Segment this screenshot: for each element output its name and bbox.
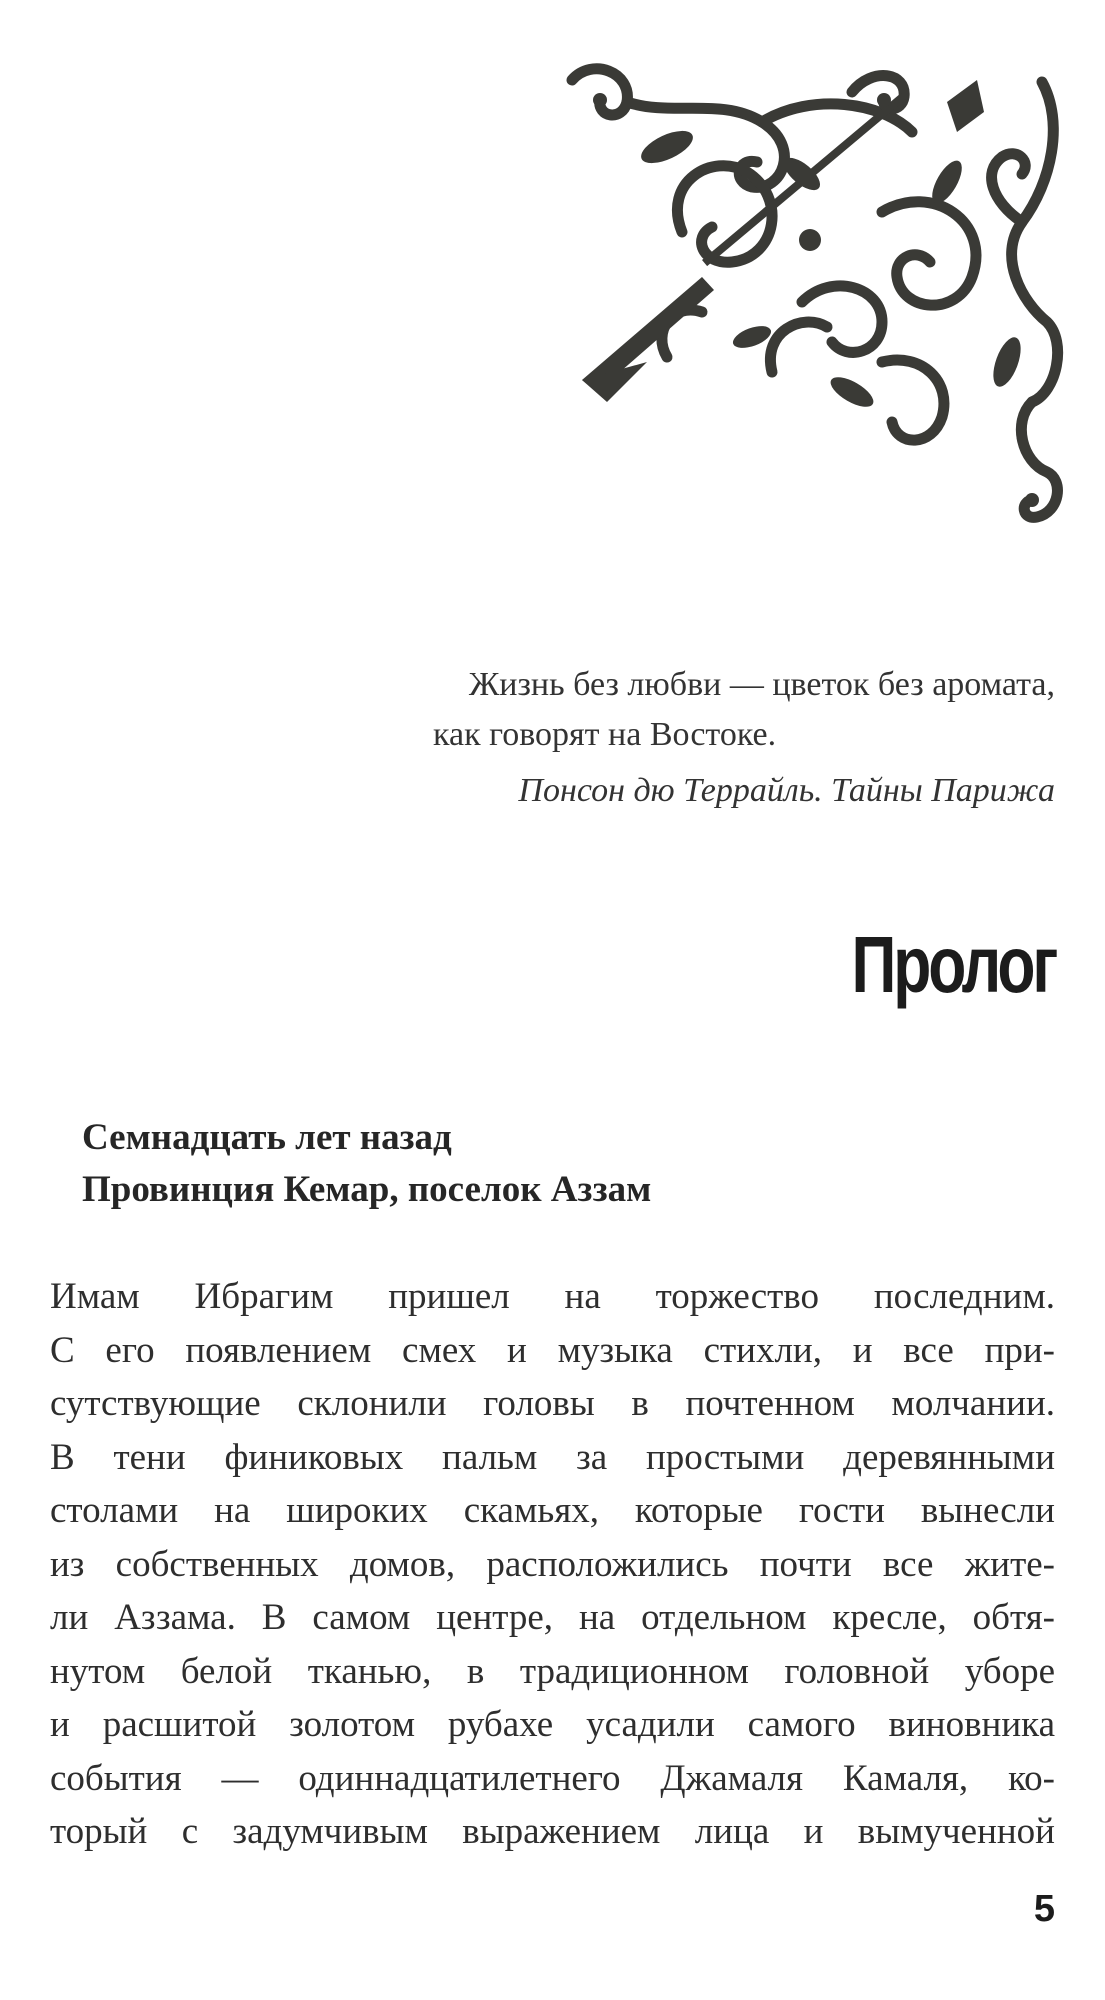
text-line: Имам Ибрагим пришел на торжество последним. [50,1276,1055,1317]
text-line: ли Аззама. В самом центре, на отдельном кресле, обтя- [50,1597,1055,1638]
text-line: В тени финиковых пальм за простыми деревянными [50,1436,1055,1478]
text-line: торый с задумчивым выражением лица и вымученной [50,1811,1055,1852]
epigraph [295,660,1055,816]
epigraph-attribution: Понсон дю Террайль. Тайны Парижа [518,772,1055,809]
text-line: из собственных домов, расположились почти все жите- [50,1543,1055,1585]
text-line: сутствующие склонили головы в почтенном молчании. [50,1383,1055,1424]
text-line: и расшитой золотом рубахе усадили самого виновника [50,1704,1055,1745]
epigraph-quote-line: Жизнь без любви — цветок без аромата, [468,666,1055,703]
scene-location: Провинция Кемар, поселок Аззам [82,1169,652,1210]
page-number: 5 [1033,1888,1055,1930]
scene-heading [82,1112,1062,1216]
chapter-title: Пролог [851,920,1055,1009]
scene-time: Семнадцать лет назад [82,1117,452,1158]
text-line: С его появлением смех и музыка стихли, и все при- [50,1329,1055,1371]
body-paragraph [50,1270,1055,1859]
text-line: события — одиннадцатилетнего Джамаля Камаля, ко- [50,1757,1055,1799]
text-line: нутом белой тканью, в традиционном головной уборе [50,1650,1055,1692]
epigraph-quote-line: как говорят на Востоке. [433,716,777,753]
corner-flourish-ornament-icon [552,62,1064,582]
text-line: столами на широких скамьях, которые гости вынесли [50,1490,1055,1531]
